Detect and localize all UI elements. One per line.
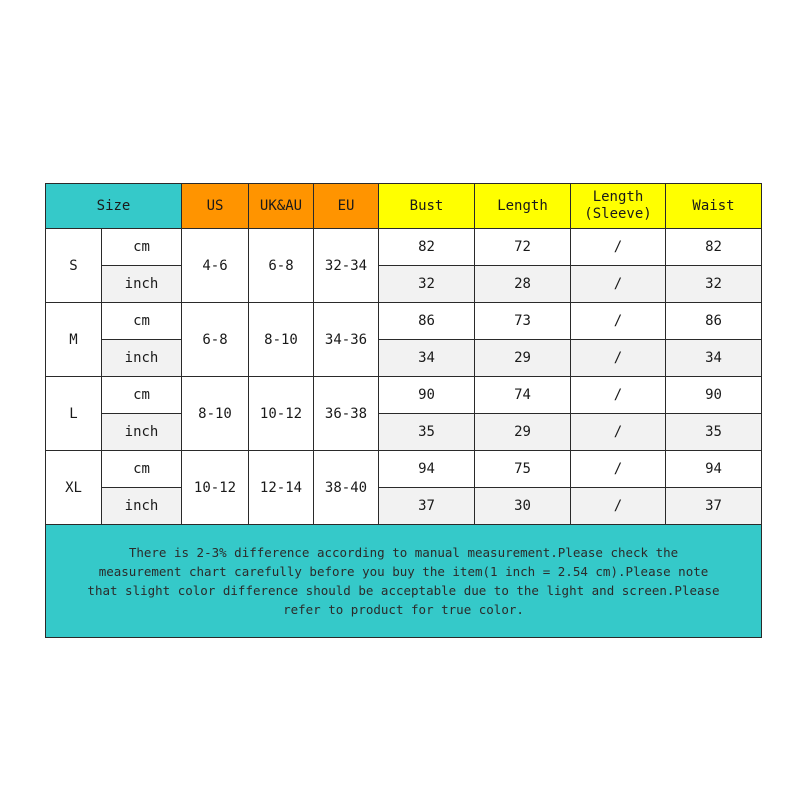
bust-value: 90 [379, 377, 475, 414]
us-size: 10-12 [182, 451, 249, 525]
header-row [46, 184, 762, 229]
table-row [46, 414, 762, 451]
length-value: 75 [475, 451, 571, 488]
bust-value: 35 [379, 414, 475, 451]
bust-value: 82 [379, 229, 475, 266]
header-us: US [182, 184, 249, 229]
waist-value: 94 [666, 451, 762, 488]
table-row [46, 451, 762, 488]
us-size: 4-6 [182, 229, 249, 303]
sleeve-value: / [571, 488, 666, 525]
table-row [46, 266, 762, 303]
bust-value: 32 [379, 266, 475, 303]
unit-label: inch [102, 414, 182, 451]
length-value: 74 [475, 377, 571, 414]
sleeve-value: / [571, 303, 666, 340]
header-length: Length [475, 184, 571, 229]
waist-value: 86 [666, 303, 762, 340]
sleeve-value: / [571, 266, 666, 303]
sleeve-value: / [571, 451, 666, 488]
unit-label: inch [102, 266, 182, 303]
bust-value: 37 [379, 488, 475, 525]
size-label: M [46, 303, 102, 377]
table-row [46, 488, 762, 525]
unit-label: cm [102, 303, 182, 340]
ukau-size: 6-8 [249, 229, 314, 303]
waist-value: 32 [666, 266, 762, 303]
measurement-note: There is 2-3% difference according to manual measurement.Please check the measurement chart carefully before you buy the item(1 inch = 2.54 cm).Please note that slight color difference should be acceptable due to the light and screen.Please refer to product for true color. [46, 525, 762, 638]
length-value: 29 [475, 340, 571, 377]
sleeve-value: / [571, 377, 666, 414]
table-row [46, 340, 762, 377]
unit-label: inch [102, 340, 182, 377]
sleeve-value: / [571, 340, 666, 377]
size-label: XL [46, 451, 102, 525]
ukau-size: 8-10 [249, 303, 314, 377]
size-label: L [46, 377, 102, 451]
ukau-size: 12-14 [249, 451, 314, 525]
eu-size: 36-38 [314, 377, 379, 451]
header-ukau: UK&AU [249, 184, 314, 229]
unit-label: cm [102, 451, 182, 488]
header-bust: Bust [379, 184, 475, 229]
unit-label: cm [102, 377, 182, 414]
waist-value: 82 [666, 229, 762, 266]
unit-label: inch [102, 488, 182, 525]
header-size: Size [46, 184, 182, 229]
eu-size: 38-40 [314, 451, 379, 525]
length-value: 30 [475, 488, 571, 525]
us-size: 8-10 [182, 377, 249, 451]
table-row [46, 303, 762, 340]
ukau-size: 10-12 [249, 377, 314, 451]
table-row [46, 229, 762, 266]
sleeve-value: / [571, 414, 666, 451]
header-length-sleeve: Length (Sleeve) [571, 184, 666, 229]
waist-value: 37 [666, 488, 762, 525]
length-value: 29 [475, 414, 571, 451]
waist-value: 90 [666, 377, 762, 414]
note-row [46, 525, 762, 638]
bust-value: 34 [379, 340, 475, 377]
bust-value: 94 [379, 451, 475, 488]
header-eu: EU [314, 184, 379, 229]
table-row [46, 377, 762, 414]
size-label: S [46, 229, 102, 303]
unit-label: cm [102, 229, 182, 266]
length-value: 73 [475, 303, 571, 340]
header-waist: Waist [666, 184, 762, 229]
length-value: 28 [475, 266, 571, 303]
bust-value: 86 [379, 303, 475, 340]
waist-value: 35 [666, 414, 762, 451]
waist-value: 34 [666, 340, 762, 377]
us-size: 6-8 [182, 303, 249, 377]
eu-size: 32-34 [314, 229, 379, 303]
size-chart-table [45, 183, 762, 638]
sleeve-value: / [571, 229, 666, 266]
eu-size: 34-36 [314, 303, 379, 377]
length-value: 72 [475, 229, 571, 266]
